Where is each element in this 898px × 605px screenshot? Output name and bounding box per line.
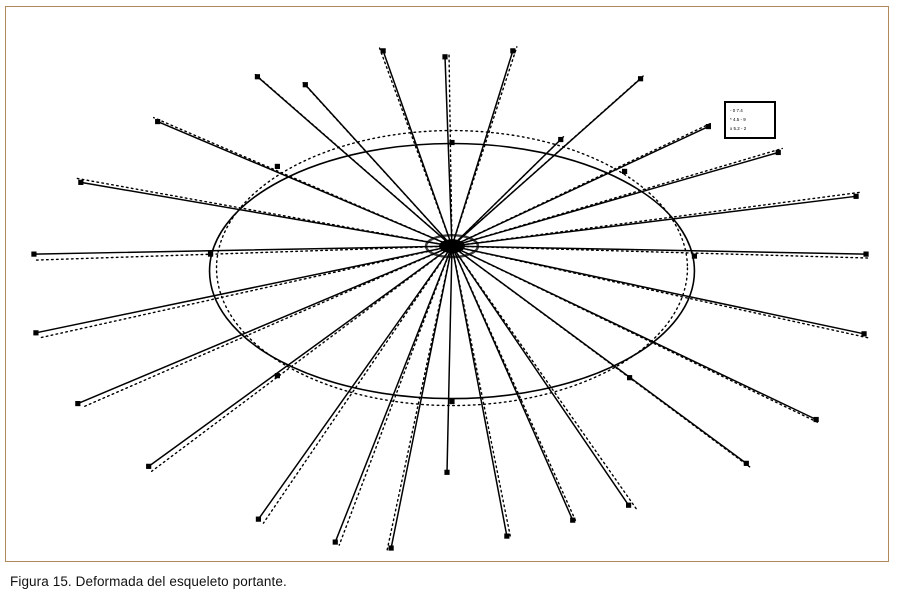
node-marker <box>256 517 261 522</box>
radial-line-solid <box>452 196 856 246</box>
radial-line-solid <box>452 246 573 520</box>
radial-line-solid <box>452 246 866 254</box>
legend-box <box>724 101 776 139</box>
node-marker <box>333 539 338 544</box>
node-marker <box>570 518 575 523</box>
node-marker <box>510 48 515 53</box>
node-marker <box>622 169 627 174</box>
node-marker <box>78 180 83 185</box>
node-marker <box>638 76 643 81</box>
radial-line-solid <box>452 152 778 246</box>
radial-line-solid <box>452 246 816 419</box>
legend-row-3: x 5.2 - 2 <box>730 126 747 131</box>
radial-line-solid <box>452 246 629 505</box>
node-marker <box>33 330 38 335</box>
radial-line-solid <box>447 246 452 472</box>
node-marker <box>744 461 749 466</box>
radial-line-solid <box>452 246 864 334</box>
node-marker <box>692 254 697 259</box>
node-marker <box>627 375 632 380</box>
node-marker <box>861 331 866 336</box>
node-marker <box>146 464 151 469</box>
node-marker <box>449 399 454 404</box>
node-marker <box>814 417 819 422</box>
radial-line-solid <box>36 246 452 333</box>
node-marker <box>558 137 563 142</box>
radial-line-solid <box>81 182 452 246</box>
radial-line-dotted <box>82 246 452 407</box>
figure-frame <box>5 6 889 562</box>
radial-line-solid <box>305 85 452 246</box>
node-marker <box>275 164 280 169</box>
node-marker <box>626 503 631 508</box>
deformed-skeleton-diagram <box>6 7 888 561</box>
node-marker <box>255 74 260 79</box>
radial-line-solid <box>452 246 507 536</box>
node-marker <box>442 54 447 59</box>
node-marker <box>706 124 711 129</box>
legend-row-2: * 4.5 - 9 <box>730 117 746 122</box>
node-marker <box>208 252 213 257</box>
node-marker <box>275 373 280 378</box>
node-marker <box>389 545 394 550</box>
node-marker <box>776 150 781 155</box>
node-marker <box>449 140 454 145</box>
node-marker <box>863 252 868 257</box>
legend-inner <box>727 104 775 138</box>
node-marker <box>381 48 386 53</box>
center-hub-core <box>439 239 465 253</box>
radial-line-solid <box>158 122 452 247</box>
node-marker <box>504 533 509 538</box>
node-marker <box>303 82 308 87</box>
radial-line-solid <box>452 79 641 246</box>
figure-caption: Figura 15. Deformada del esqueleto portante. <box>10 574 287 589</box>
node-marker <box>853 194 858 199</box>
legend-row-1: - 0 7.4 <box>730 108 743 113</box>
node-marker <box>75 401 80 406</box>
node-marker <box>31 252 36 257</box>
node-marker <box>155 119 160 124</box>
node-marker <box>444 470 449 475</box>
